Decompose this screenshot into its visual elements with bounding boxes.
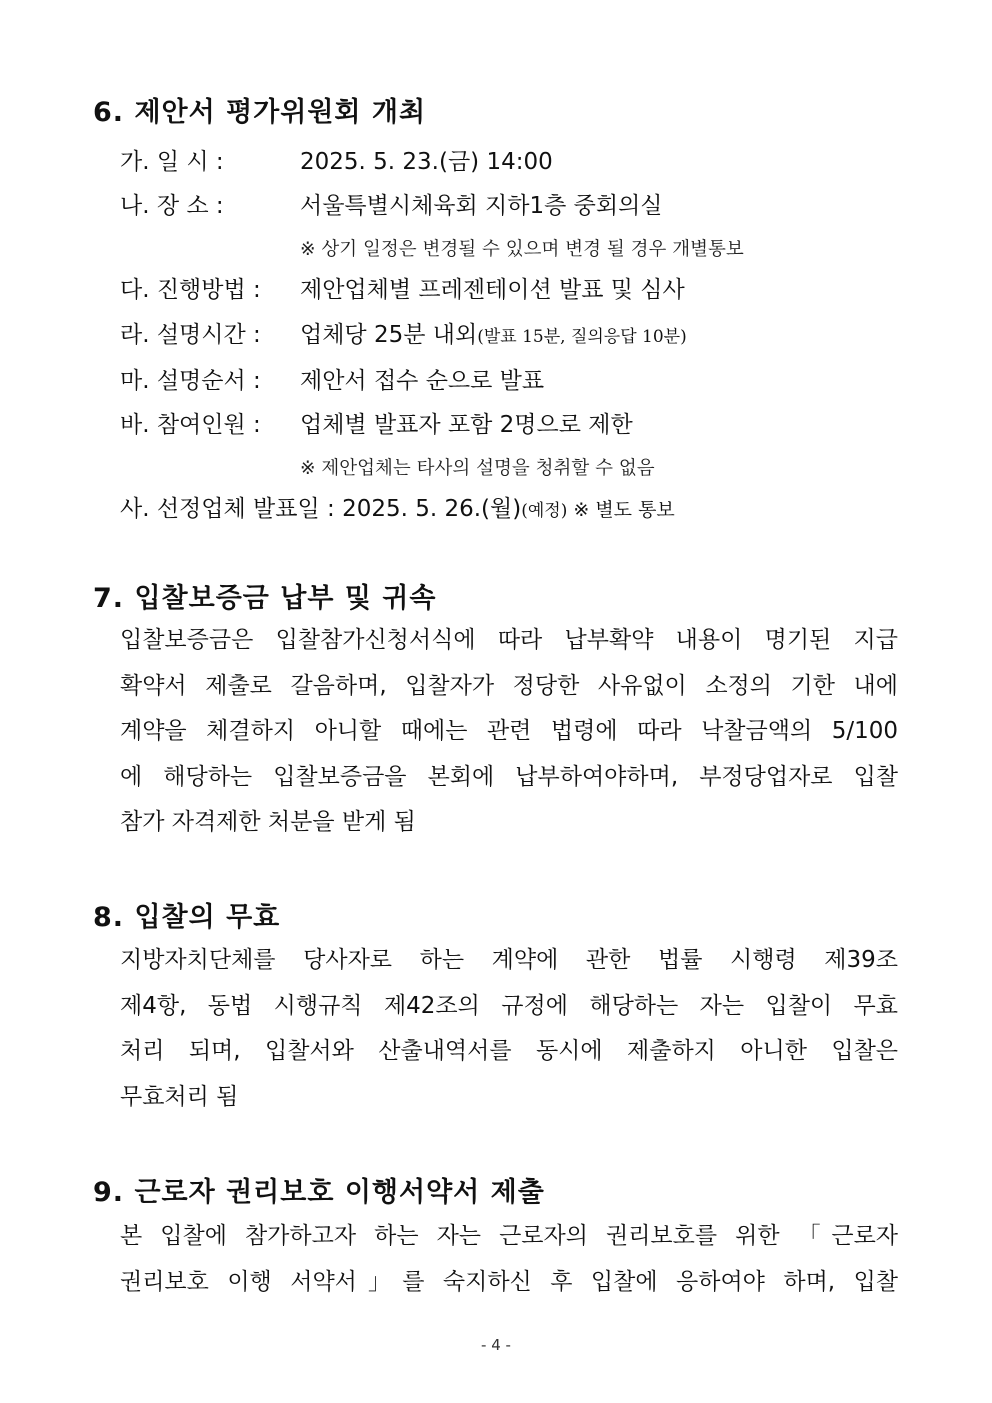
paragraph-line: 권리보호 이행 서약서」를 숙지하신 후 입찰에 응하여야 하며, 입찰 [120,1268,898,1295]
paragraph-line: 처리 되며, 입찰서와 산출내역서를 동시에 제출하지 아니한 입찰은 [120,1038,898,1064]
schedule-row-place [120,187,663,220]
paragraph-line: 제4항, 동법 시행규칙 제42조의 규정에 해당하는 자는 입찰이 무효 [120,992,898,1019]
paragraph-line: 입찰보증금은 입찰참가신청서식에 따라 납부확약 내용이 명기된 지급 [120,627,898,653]
paragraph-line: 지방자치단체를 당사자로 하는 계약에 관한 법률 시행령 제39조 [120,947,898,973]
row-label: 가. 일 시 : [120,149,224,175]
row-value: 업체별 발표자 포함 2명으로 제한 [300,412,633,438]
row-value: 서울특별시체육회 지하1층 중회의실 [300,193,663,219]
paragraph-line: 본 입찰에 참가하고자 하는 자는 근로자의 권리보호를 위한 「근로자 [120,1223,898,1249]
paragraph-line: 무효처리 됨 [120,1083,239,1110]
row-value: 제안업체별 프레젠테이션 발표 및 심사 [300,277,685,303]
row-label: 바. 참여인원 : [120,412,261,438]
row-label: 마. 설명순서 : [120,368,261,394]
note-no-listening: ※ 제안업체는 타사의 설명을 청취할 수 없음 [300,458,655,479]
section-8-body [120,938,898,1120]
row-value: 제안서 접수 순으로 발표 [300,368,545,394]
section-9-title: 9. 근로자 권리보호 이행서약서 제출 [93,1177,545,1208]
section-7-title: 7. 입찰보증금 납부 및 귀속 [93,583,437,614]
row-value: 2025. 5. 26.(월) [342,496,522,522]
section-7-body [120,618,898,846]
page-number: - 4 - [481,1336,511,1354]
row-value: 업체당 25분 내외 [300,322,478,348]
row-value-detail: (발표 15분, 질의응답 10분) [477,327,687,347]
schedule-row-participants [120,406,633,439]
schedule-row-date [120,143,553,176]
row-label: 사. 선정업체 발표일 : [120,496,335,522]
paragraph-line: 에 해당하는 입찰보증금을 본회에 납부하여야하며, 부정당업자로 입찰 [120,763,898,790]
row-label: 라. 설명시간 : [120,322,261,348]
section-6-title: 6. 제안서 평가위원회 개최 [93,97,427,128]
row-value: 2025. 5. 23.(금) 14:00 [300,149,553,175]
paragraph-line: 참가 자격제한 처분을 받게 됨 [120,809,416,835]
paragraph-line: 확약서 제출로 갈음하며, 입찰자가 정당한 사유없이 소정의 기한 내에 [120,672,898,699]
schedule-row-method [120,271,685,304]
section-9-body [120,1214,898,1305]
row-value-detail: (예정) [521,501,568,521]
row-value-tail: ※ 별도 통보 [567,499,675,521]
schedule-row-time [120,316,687,349]
schedule-row-announcement [120,490,675,523]
note-schedule-change: ※ 상기 일정은 변경될 수 있으며 변경 될 경우 개별통보 [300,239,744,260]
row-label: 다. 진행방법 : [120,277,261,303]
schedule-row-order [120,362,544,395]
section-8-title: 8. 입찰의 무효 [93,902,281,933]
paragraph-line: 계약을 체결하지 아니할 때에는 관련 법령에 따라 낙찰금액의 5/100 [120,718,898,744]
row-label: 나. 장 소 : [120,193,224,219]
